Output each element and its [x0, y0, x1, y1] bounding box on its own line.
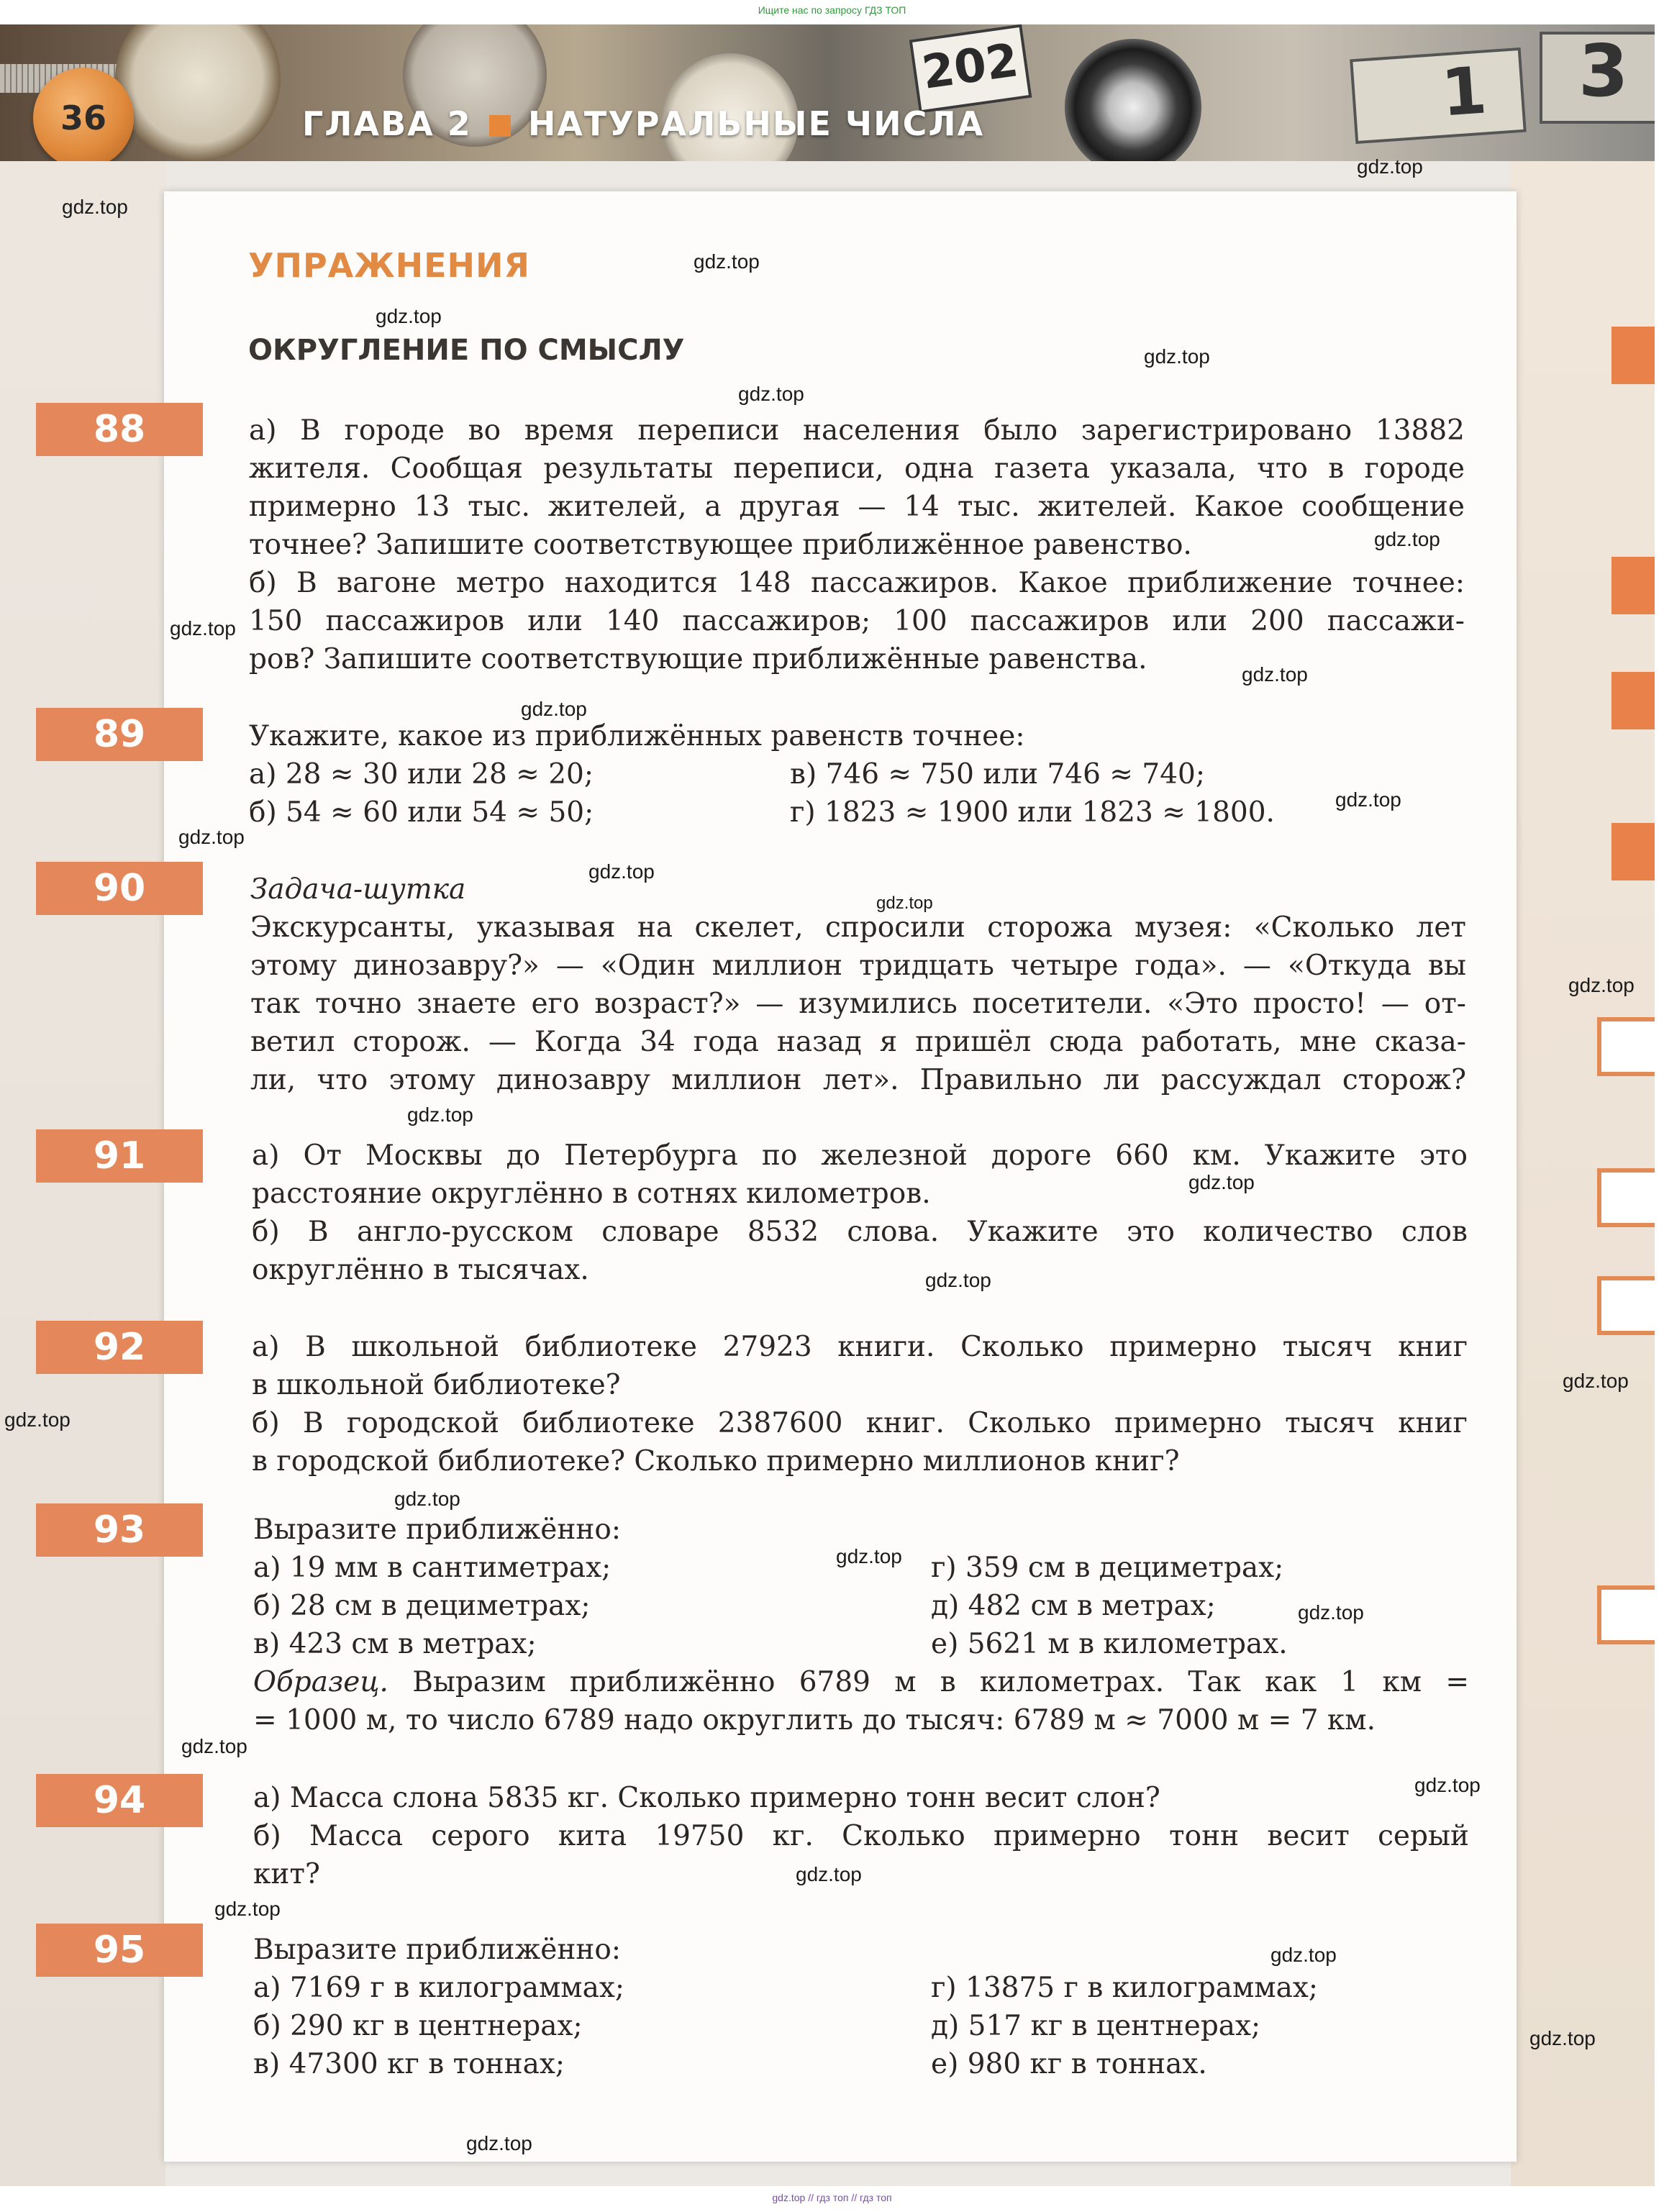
exercise-text-line: а) В городе во время переписи населения было зарегистрировано 13882 [249, 414, 1465, 447]
watermark: gdz.top [1529, 2027, 1596, 2049]
watermark: gdz.top [1335, 788, 1401, 811]
watermark: gdz.top [394, 1488, 460, 1510]
watermark: gdz.top [1563, 1370, 1629, 1392]
exercise-number: 94 [36, 1774, 203, 1827]
sample-line [253, 1663, 1469, 1701]
watermark: gdz.top [1270, 1944, 1337, 1966]
exercise-text-line: расстояние округлённо в сотнях километров. [252, 1178, 931, 1210]
exercise-item: б) 28 см в дециметрах; [253, 1590, 591, 1622]
exercise-text-line: б) В городской библиотеке 2387600 книг. Сколько примерно тысяч книг [252, 1407, 1468, 1439]
watermark: gdz.top [181, 1735, 247, 1757]
exercise-text-line: этому динозавру?» — «Один миллион тридцать четыре года». — «Откуда вы [250, 950, 1466, 982]
exercise-text-line: ров? Запишите соответствующие приближённые равенства. [249, 643, 1147, 675]
exercise-text-line: кит? [253, 1858, 320, 1890]
exercise-intro: Выразите приближённо: [253, 1934, 621, 1966]
exercise-text-line: б) В англо-русском словаре 8532 слова. Укажите это количество слов [252, 1216, 1468, 1248]
chapter-label: ГЛАВА 2 [302, 104, 472, 143]
watermark: gdz.top [178, 826, 245, 848]
exercise-number: 93 [36, 1503, 203, 1557]
watermark: gdz.top [738, 383, 804, 405]
chapter-separator [489, 115, 511, 137]
watermark: gdz.top [1144, 345, 1210, 368]
watermark: gdz.top [1298, 1601, 1364, 1624]
number-plate-decoration [1540, 29, 1655, 124]
side-tab [1611, 823, 1655, 880]
section-title: УПРАЖНЕНИЯ [248, 246, 530, 285]
exercise-text-line: а) От Москвы до Петербурга по железной дороге 660 км. Укажите это [252, 1139, 1468, 1172]
exercise-item: в) 423 см в метрах; [253, 1628, 537, 1660]
watermark: gdz.top [62, 196, 128, 218]
exercise-item: д) 517 кг в центнерах; [931, 2010, 1261, 2042]
exercise-item: е) 980 кг в тоннах. [931, 2048, 1207, 2080]
watermark: gdz.top [925, 1269, 991, 1291]
section-subtitle: ОКРУГЛЕНИЕ ПО СМЫСЛУ [248, 334, 685, 367]
watermark: gdz.top [1414, 1774, 1481, 1796]
exercise-text-line: ли, что этому динозавру миллион лет». Правильно ли рассуждал сторож? [250, 1064, 1466, 1096]
sample-line: = 1000 м, то число 6789 надо округлить до тысяч: 6789 м ≈ 7000 м = 7 км. [253, 1704, 1376, 1737]
exercise-item: г) 1823 ≈ 1900 или 1823 ≈ 1800. [790, 796, 1275, 829]
exercise-text-line: Экскурсанты, указывая на скелет, спросили сторожа музея: «Сколько лет [250, 911, 1466, 944]
exercise-text-line: 150 пассажиров или 140 пассажиров; 100 пассажиров или 200 пассажи- [249, 605, 1465, 637]
exercise-intro: Укажите, какое из приближённых равенств точнее: [249, 720, 1025, 752]
exercise-item: г) 359 см в дециметрах; [931, 1552, 1284, 1584]
watermark: gdz.top [1188, 1171, 1255, 1193]
exercise-text-line: точнее? Запишите соответствующее приближённое равенство. [249, 529, 1192, 561]
clock-icon [115, 24, 281, 161]
exercise-item: г) 13875 г в килограммах; [931, 1972, 1319, 2004]
exercise-text-line: округлённо в тысячах. [252, 1254, 589, 1286]
side-tab [1611, 327, 1655, 384]
exercise-item: д) 482 см в метрах; [931, 1590, 1216, 1622]
exercise-number: 92 [36, 1321, 203, 1374]
watermark: gdz.top [376, 305, 442, 327]
exercise-item: а) 7169 г в килограммах; [253, 1972, 625, 2004]
plate-number: 1 [1439, 53, 1489, 132]
sample-label: Образец. [253, 1666, 388, 1698]
watermark: gdz.top [466, 2132, 532, 2154]
bottom-note: gdz.top // гдз топ // гдз топ [772, 2192, 892, 2203]
side-tab [1597, 1276, 1655, 1335]
watermark: gdz.top [1374, 528, 1440, 550]
watermark: gdz.top [836, 1545, 902, 1567]
watermark: gdz.top [170, 617, 236, 640]
watermark: gdz.top [588, 860, 655, 883]
watermark: gdz.top [1242, 663, 1308, 686]
top-note: Ищите нас по запросу ГДЗ ТОП [758, 4, 906, 16]
watermark: gdz.top [214, 1898, 281, 1920]
watermark: gdz.top [1568, 974, 1635, 996]
exercise-number: 89 [36, 708, 203, 761]
watermark: gdz.top [521, 698, 587, 720]
exercise-text-line: в школьной библиотеке? [252, 1369, 621, 1401]
side-tab [1597, 1585, 1655, 1644]
exercise-number: 91 [36, 1129, 203, 1183]
exercise-text-line: примерно 13 тыс. жителей, а другая — 14 тыс. жителей. Какое сообщение [249, 491, 1465, 523]
watermark: gdz.top [1357, 155, 1423, 178]
side-tab [1597, 1168, 1655, 1227]
exercise-text-line: жителя. Сообщая результаты переписи, одна газета указала, что в городе [249, 452, 1465, 485]
race-number-tag: 202 [909, 24, 1032, 113]
exercise-item: а) 19 мм в сантиметрах; [253, 1552, 612, 1584]
exercise-intro: Выразите приближённо: [253, 1514, 621, 1546]
watermark: gdz.top [407, 1103, 473, 1126]
watermark: gdz.top [4, 1408, 71, 1431]
exercise-text-line: а) В школьной библиотеке 27923 книги. Сколько примерно тысяч книг [252, 1331, 1468, 1363]
exercise-text-line: а) Масса слона 5835 кг. Сколько примерно тонн весит слон? [253, 1782, 1160, 1814]
exercise-item: б) 290 кг в центнерах; [253, 2010, 583, 2042]
watermark: gdz.top [876, 893, 933, 913]
side-tab [1597, 1017, 1655, 1076]
watermark: gdz.top [694, 250, 760, 273]
plate-number: 3 [1578, 29, 1629, 113]
exercise-text-line: б) В вагоне метро находится 148 пассажиров. Какое приближение точнее: [249, 567, 1465, 599]
watermark: gdz.top [796, 1863, 862, 1885]
exercise-item: а) 28 ≈ 30 или 28 ≈ 20; [249, 758, 594, 791]
side-tab [1611, 672, 1655, 729]
wheel-icon [1065, 39, 1201, 161]
exercise-number: 88 [36, 403, 203, 456]
sample-text: Выразим приближённо 6789 м в километрах. Так как 1 км = [412, 1666, 1469, 1698]
side-tab [1611, 557, 1655, 614]
exercise-item: в) 746 ≈ 750 или 746 ≈ 740; [790, 758, 1205, 791]
exercise-number: 90 [36, 862, 203, 915]
exercise-text-line: ветил сторож. — Когда 34 года назад я пришёл сюда работать, мне сказа- [250, 1026, 1466, 1058]
exercise-item: в) 47300 кг в тоннах; [253, 2048, 565, 2080]
exercise-text-line: в городской библиотеке? Сколько примерно миллионов книг? [252, 1445, 1180, 1478]
exercise-text-line: б) Масса серого кита 19750 кг. Сколько примерно тонн весит серый [253, 1820, 1469, 1852]
exercise-item: е) 5621 м в километрах. [931, 1628, 1288, 1660]
exercise-item: б) 54 ≈ 60 или 54 ≈ 50; [249, 796, 594, 829]
exercise-text-line: так точно знаете его возраст?» — изумились посетители. «Это просто! — от- [250, 988, 1466, 1020]
exercise-number: 95 [36, 1924, 203, 1977]
chapter-name: НАТУРАЛЬНЫЕ ЧИСЛА [527, 104, 985, 143]
page-number: 36 [60, 99, 106, 137]
exercise-title: Задача-шутка [250, 873, 466, 906]
number-plate-decoration [1350, 47, 1527, 144]
chapter-title [302, 102, 984, 145]
